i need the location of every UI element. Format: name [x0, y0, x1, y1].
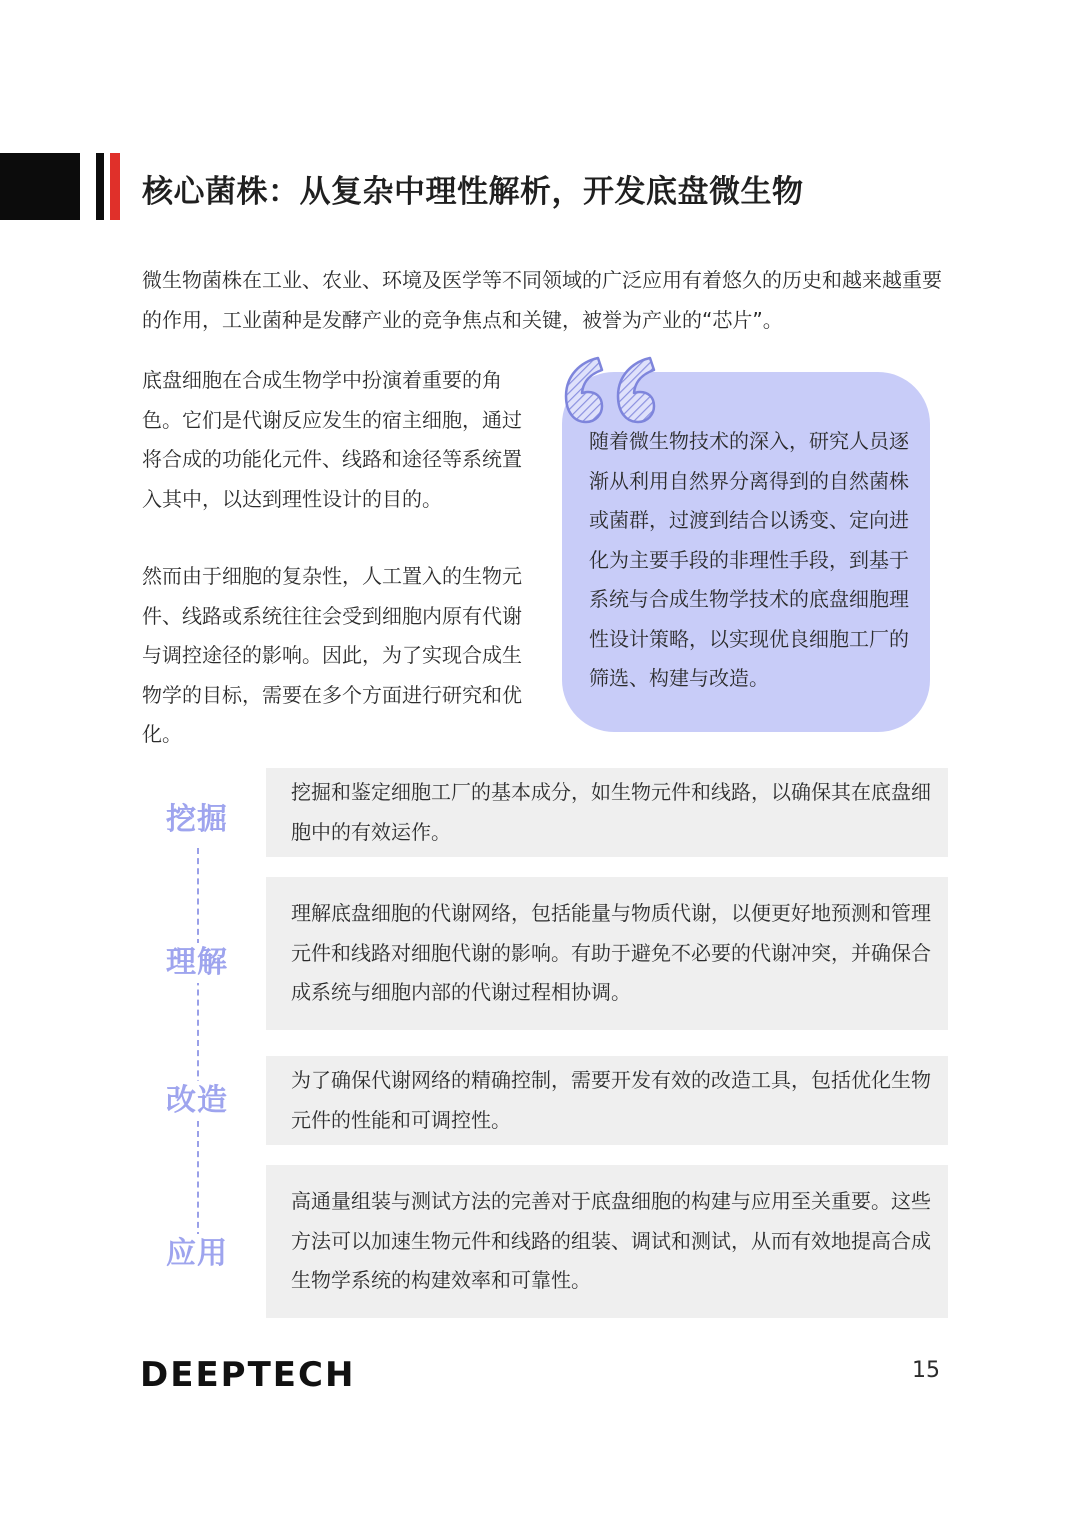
timeline-dashed-line: [197, 848, 199, 1238]
quote-icon: [558, 352, 658, 428]
step-label-application: 应用: [150, 1234, 244, 1274]
complexity-paragraph: 然而由于细胞的复杂性，人工置入的生物元件、线路或系统往往会受到细胞内原有代谢与调控途径的影响。因此，为了实现合成生物学的目标，需要在多个方面进行研究和优化。: [142, 564, 522, 746]
header-black-bar: [96, 153, 104, 220]
step-box-mining: [266, 768, 948, 857]
step-text-modification: 为了确保代谢网络的精确控制，需要开发有效的改造工具，包括优化生物元件的性能和可调控性。: [291, 1068, 931, 1132]
step-box-application: [266, 1165, 948, 1318]
chassis-paragraph: 底盘细胞在合成生物学中扮演着重要的角色。它们是代谢反应发生的宿主细胞，通过将合成的功能化元件、线路和途径等系统置入其中，以达到理性设计的目的。: [142, 368, 522, 511]
header-red-bar: [110, 153, 120, 220]
step-text-application: 高通量组装与测试方法的完善对于底盘细胞的构建与应用至关重要。这些方法可以加速生物元件和线路的组装、调试和测试，从而有效地提高合成生物学系统的构建效率和可靠性。: [291, 1189, 931, 1293]
step-box-understanding: [266, 877, 948, 1030]
step-label-mining: 挖掘: [150, 800, 244, 840]
deeptech-logo: DEEPTECH: [140, 1355, 356, 1395]
step-text-mining: 挖掘和鉴定细胞工厂的基本成分，如生物元件和线路，以确保其在底盘细胞中的有效运作。: [291, 780, 931, 844]
quote-text: 随着微生物技术的深入，研究人员逐渐从利用自然界分离得到的自然菌株或菌群，过渡到结合以诱变、定向进化为主要手段的非理性手段，到基于系统与合成生物学技术的底盘细胞理性设计策略，以实现优良细胞工厂的筛选、构建与改造。: [589, 429, 909, 690]
step-text-understanding: 理解底盘细胞的代谢网络，包括能量与物质代谢，以便更好地预测和管理元件和线路对细胞代谢的影响。有助于避免不必要的代谢冲突，并确保合成系统与细胞内部的代谢过程相协调。: [291, 901, 931, 1005]
step-label-modification: 改造: [150, 1081, 244, 1121]
page-number: 15: [912, 1358, 940, 1383]
page-title: 核心菌株：从复杂中理性解析，开发底盘微生物: [142, 174, 804, 210]
header-black-block: [0, 153, 80, 220]
intro-paragraph: 微生物菌株在工业、农业、环境及医学等不同领域的广泛应用有着悠久的历史和越来越重要的作用，工业菌种是发酵产业的竞争焦点和关键，被誉为产业的“芯片”。: [142, 268, 942, 332]
step-box-modification: [266, 1056, 948, 1145]
step-label-understanding: 理解: [150, 943, 244, 983]
